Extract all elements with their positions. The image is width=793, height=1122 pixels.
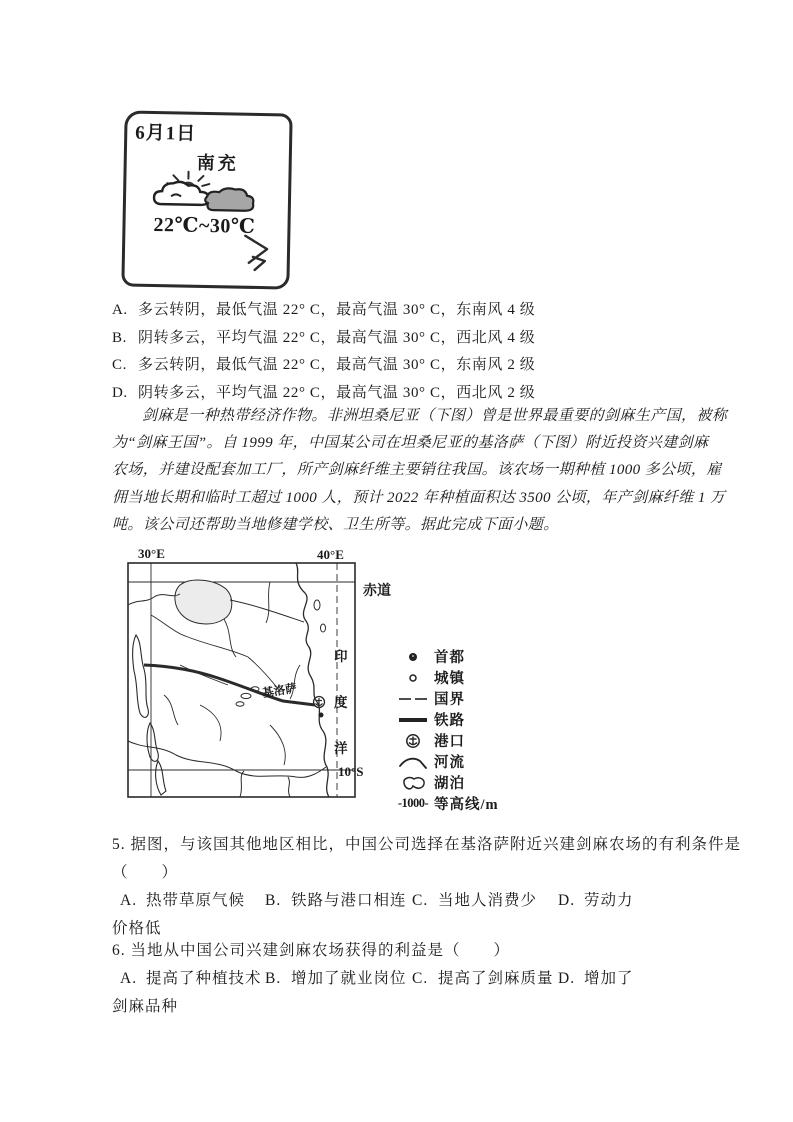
legend-row — [392, 646, 499, 667]
passage-line: 农场，并建设配套加工厂，所产剑麻纤维主要销往我国。该农场一期种植 1000 多公顷，雇 — [112, 462, 722, 479]
legend-label: 首都 — [434, 650, 465, 666]
option-text: 阴转多云，平均气温 22° C，最高气温 30° C，西北风 2 级 — [138, 384, 536, 401]
option-text: 阴转多云，平均气温 22° C，最高气温 30° C，西北风 4 级 — [138, 329, 536, 346]
legend-label: 等高线/m — [434, 797, 499, 813]
question-options — [112, 887, 692, 915]
ocean-char: 印 — [334, 649, 348, 664]
forecast-city: 南充 — [196, 152, 239, 174]
ocean-char: 洋 — [334, 741, 348, 756]
option-d-continuation: 价格低 — [112, 920, 162, 937]
legend-label: 湖泊 — [434, 776, 465, 792]
river-icon — [392, 754, 434, 770]
ocean-char: 度 — [334, 695, 348, 710]
wind-barb-icon — [235, 231, 278, 279]
option-c: C. 当地人消费少 — [412, 892, 538, 909]
option-a: A. 热带草原气候 — [120, 892, 246, 909]
question-stem: 5. 据图，与该国其他地区相比，中国公司选择在基洛萨附近兴建剑麻农场的有利条件是 — [112, 836, 742, 853]
legend-row — [392, 667, 499, 688]
option-d: D. 增加了 — [558, 970, 634, 987]
weather-forecast-card — [121, 110, 292, 289]
option-label: B. — [112, 329, 127, 346]
option-label: D. — [112, 384, 128, 401]
boundary-icon — [392, 692, 434, 706]
port-icon — [392, 733, 434, 749]
map-legend — [392, 646, 499, 814]
option-row — [112, 352, 535, 380]
lon-right-label: 40°E — [317, 547, 344, 562]
question-options — [112, 965, 692, 993]
legend-row — [392, 730, 499, 751]
passage-line: 吨。该公司还帮助当地修建学校、卫生所等。据此完成下面小题。 — [112, 516, 559, 533]
legend-label: 城镇 — [434, 671, 465, 687]
legend-label: 国界 — [434, 692, 465, 708]
tanzania-map — [120, 545, 410, 810]
legend-row — [392, 793, 499, 814]
option-row — [112, 325, 535, 353]
passage-line: 为“剑麻王国”。自 1999 年，中国某公司在坦桑尼亚的基洛萨（下图）附近投资兴建剑麻 — [112, 435, 709, 452]
option-b: B. 铁路与港口相连 — [265, 892, 407, 909]
option-a: A. 提高了种植技术 — [120, 970, 262, 987]
option-c: C. 提高了剑麻质量 — [412, 970, 554, 987]
option-text: 多云转阴，最低气温 22° C，最高气温 30° C，东南风 4 级 — [138, 302, 536, 318]
contour-icon: -1000- — [397, 796, 429, 810]
capital-icon — [392, 650, 434, 664]
lon-left-label: 30°E — [138, 546, 165, 561]
passage-line: 剑麻是一种热带经济作物。非洲坦桑尼亚（下图）曾是世界最重要的剑麻生产国，被称 — [142, 408, 728, 424]
legend-label: 港口 — [434, 734, 465, 750]
lake-icon — [392, 774, 434, 792]
lat-label: 10°S — [338, 764, 364, 779]
passage — [112, 403, 728, 539]
town-icon — [392, 671, 434, 685]
question4-options — [112, 297, 535, 407]
option-d: D. 劳动力 — [558, 892, 634, 909]
railway-icon — [392, 713, 434, 727]
option-text: 多云转阴，最低气温 22° C，最高气温 30° C，东南风 2 级 — [138, 357, 536, 374]
question-5 — [112, 831, 742, 943]
option-b: B. 增加了就业岗位 — [265, 970, 407, 987]
legend-row — [392, 751, 499, 772]
passage-line: 佣当地长期和临时工超过 1000 人，预计 2022 年种植面积达 3500 公顷，年产剑麻纤维 1 万 — [112, 489, 726, 506]
legend-label: 铁路 — [434, 713, 465, 729]
legend-row — [392, 772, 499, 793]
legend-label: 河流 — [434, 755, 465, 771]
kilosa-label: 基洛萨 — [261, 682, 298, 700]
option-label: A. — [112, 302, 128, 318]
equator-label: 赤道 — [363, 584, 391, 599]
legend-row — [392, 688, 499, 709]
question-stem: 6. 当地从中国公司兴建剑麻农场获得的利益是（ ） — [112, 942, 511, 959]
question-6 — [112, 937, 692, 1021]
option-row — [112, 297, 535, 325]
option-d-continuation: 剑麻品种 — [112, 998, 179, 1015]
forecast-date: 6月1日 — [135, 122, 197, 145]
option-label: C. — [112, 357, 127, 374]
temperature-range: 22℃~30℃ — [153, 213, 256, 238]
legend-row — [392, 709, 499, 730]
answer-blank: （ ） — [112, 864, 179, 881]
